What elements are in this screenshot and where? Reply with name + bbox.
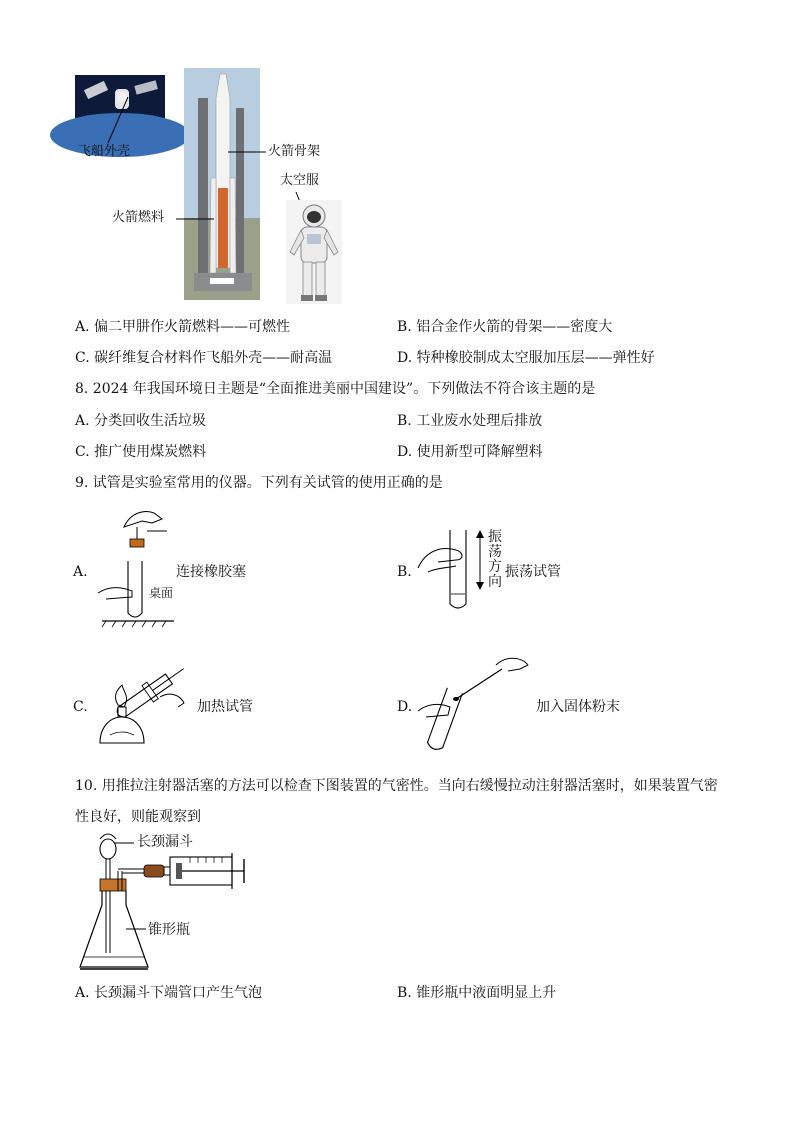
rocket-fuel-pointer bbox=[176, 217, 216, 223]
q9-letter-d: D. bbox=[397, 699, 413, 715]
space-suit-label: 太空服 bbox=[280, 173, 320, 188]
ship-shell-pointer bbox=[100, 95, 140, 145]
q10-option-b: B. 锥形瓶中液面明显上升 bbox=[397, 985, 557, 1001]
q7-option-a: A. 偏二甲肼作火箭燃料——可燃性 bbox=[75, 319, 291, 335]
rocket-frame-label: 火箭骨架 bbox=[268, 144, 321, 159]
q9-a-caption: 连接橡胶塞 bbox=[176, 564, 246, 580]
q7-option-c: C. 碳纤维复合材料作飞船外壳——耐高温 bbox=[75, 350, 333, 366]
q9-b-caption: 振荡试管 bbox=[505, 564, 561, 580]
q9-letter-b: B. bbox=[397, 564, 412, 580]
q9-a-figure bbox=[92, 505, 182, 633]
q10-stem-line2: 性良好，则能观察到 bbox=[75, 809, 201, 825]
rocket-fuel-label: 火箭燃料 bbox=[112, 210, 165, 225]
q9-d-caption: 加入固体粉末 bbox=[536, 699, 620, 715]
q9-d-figure bbox=[416, 655, 536, 759]
q7-option-b: B. 铝合金作火箭的骨架——密度大 bbox=[397, 319, 613, 335]
q9-b-direction-text: 振 荡 方 向 bbox=[488, 529, 502, 590]
q8-option-b: B. 工业废水处理后排放 bbox=[397, 413, 543, 429]
q8-option-c: C. 推广使用煤炭燃料 bbox=[75, 444, 207, 460]
space-suit-image bbox=[286, 200, 342, 304]
q8-option-a: A. 分类回收生活垃圾 bbox=[75, 413, 207, 429]
q8-option-d: D. 使用新型可降解塑料 bbox=[397, 444, 543, 460]
q9-letter-a: A. bbox=[73, 564, 88, 580]
q10-option-a: A. 长颈漏斗下端管口产生气泡 bbox=[75, 985, 263, 1001]
q10-flask-label: 锥形瓶 bbox=[148, 922, 190, 938]
q9-stem: 9. 试管是实验室常用的仪器。下列有关试管的使用正确的是 bbox=[75, 475, 443, 491]
q9-c-figure bbox=[96, 655, 196, 755]
q7-option-d: D. 特种橡胶制成太空服加压层——弹性好 bbox=[397, 350, 655, 366]
q9-letter-c: C. bbox=[73, 699, 88, 715]
ship-shell-label: 飞船外壳 bbox=[78, 144, 131, 159]
q9-c-caption: 加热试管 bbox=[197, 699, 253, 715]
q9-b-figure bbox=[416, 528, 486, 614]
q10-stem-line1: 10. 用推拉注射器活塞的方法可以检查下图装置的气密性。当向右缓慢拉动注射器活塞时，如果装置气密 bbox=[75, 778, 718, 794]
q10-apparatus-figure bbox=[78, 833, 248, 975]
q8-stem: 8. 2024 年我国环境日主题是“全面推进美丽中国建设”。下列做法不符合该主题的是 bbox=[75, 381, 596, 397]
q10-funnel-label: 长颈漏斗 bbox=[137, 834, 193, 850]
rocket-frame-pointer bbox=[228, 150, 268, 156]
rocket-image bbox=[184, 68, 260, 300]
q9-a-table-label: 桌面 bbox=[149, 586, 174, 600]
